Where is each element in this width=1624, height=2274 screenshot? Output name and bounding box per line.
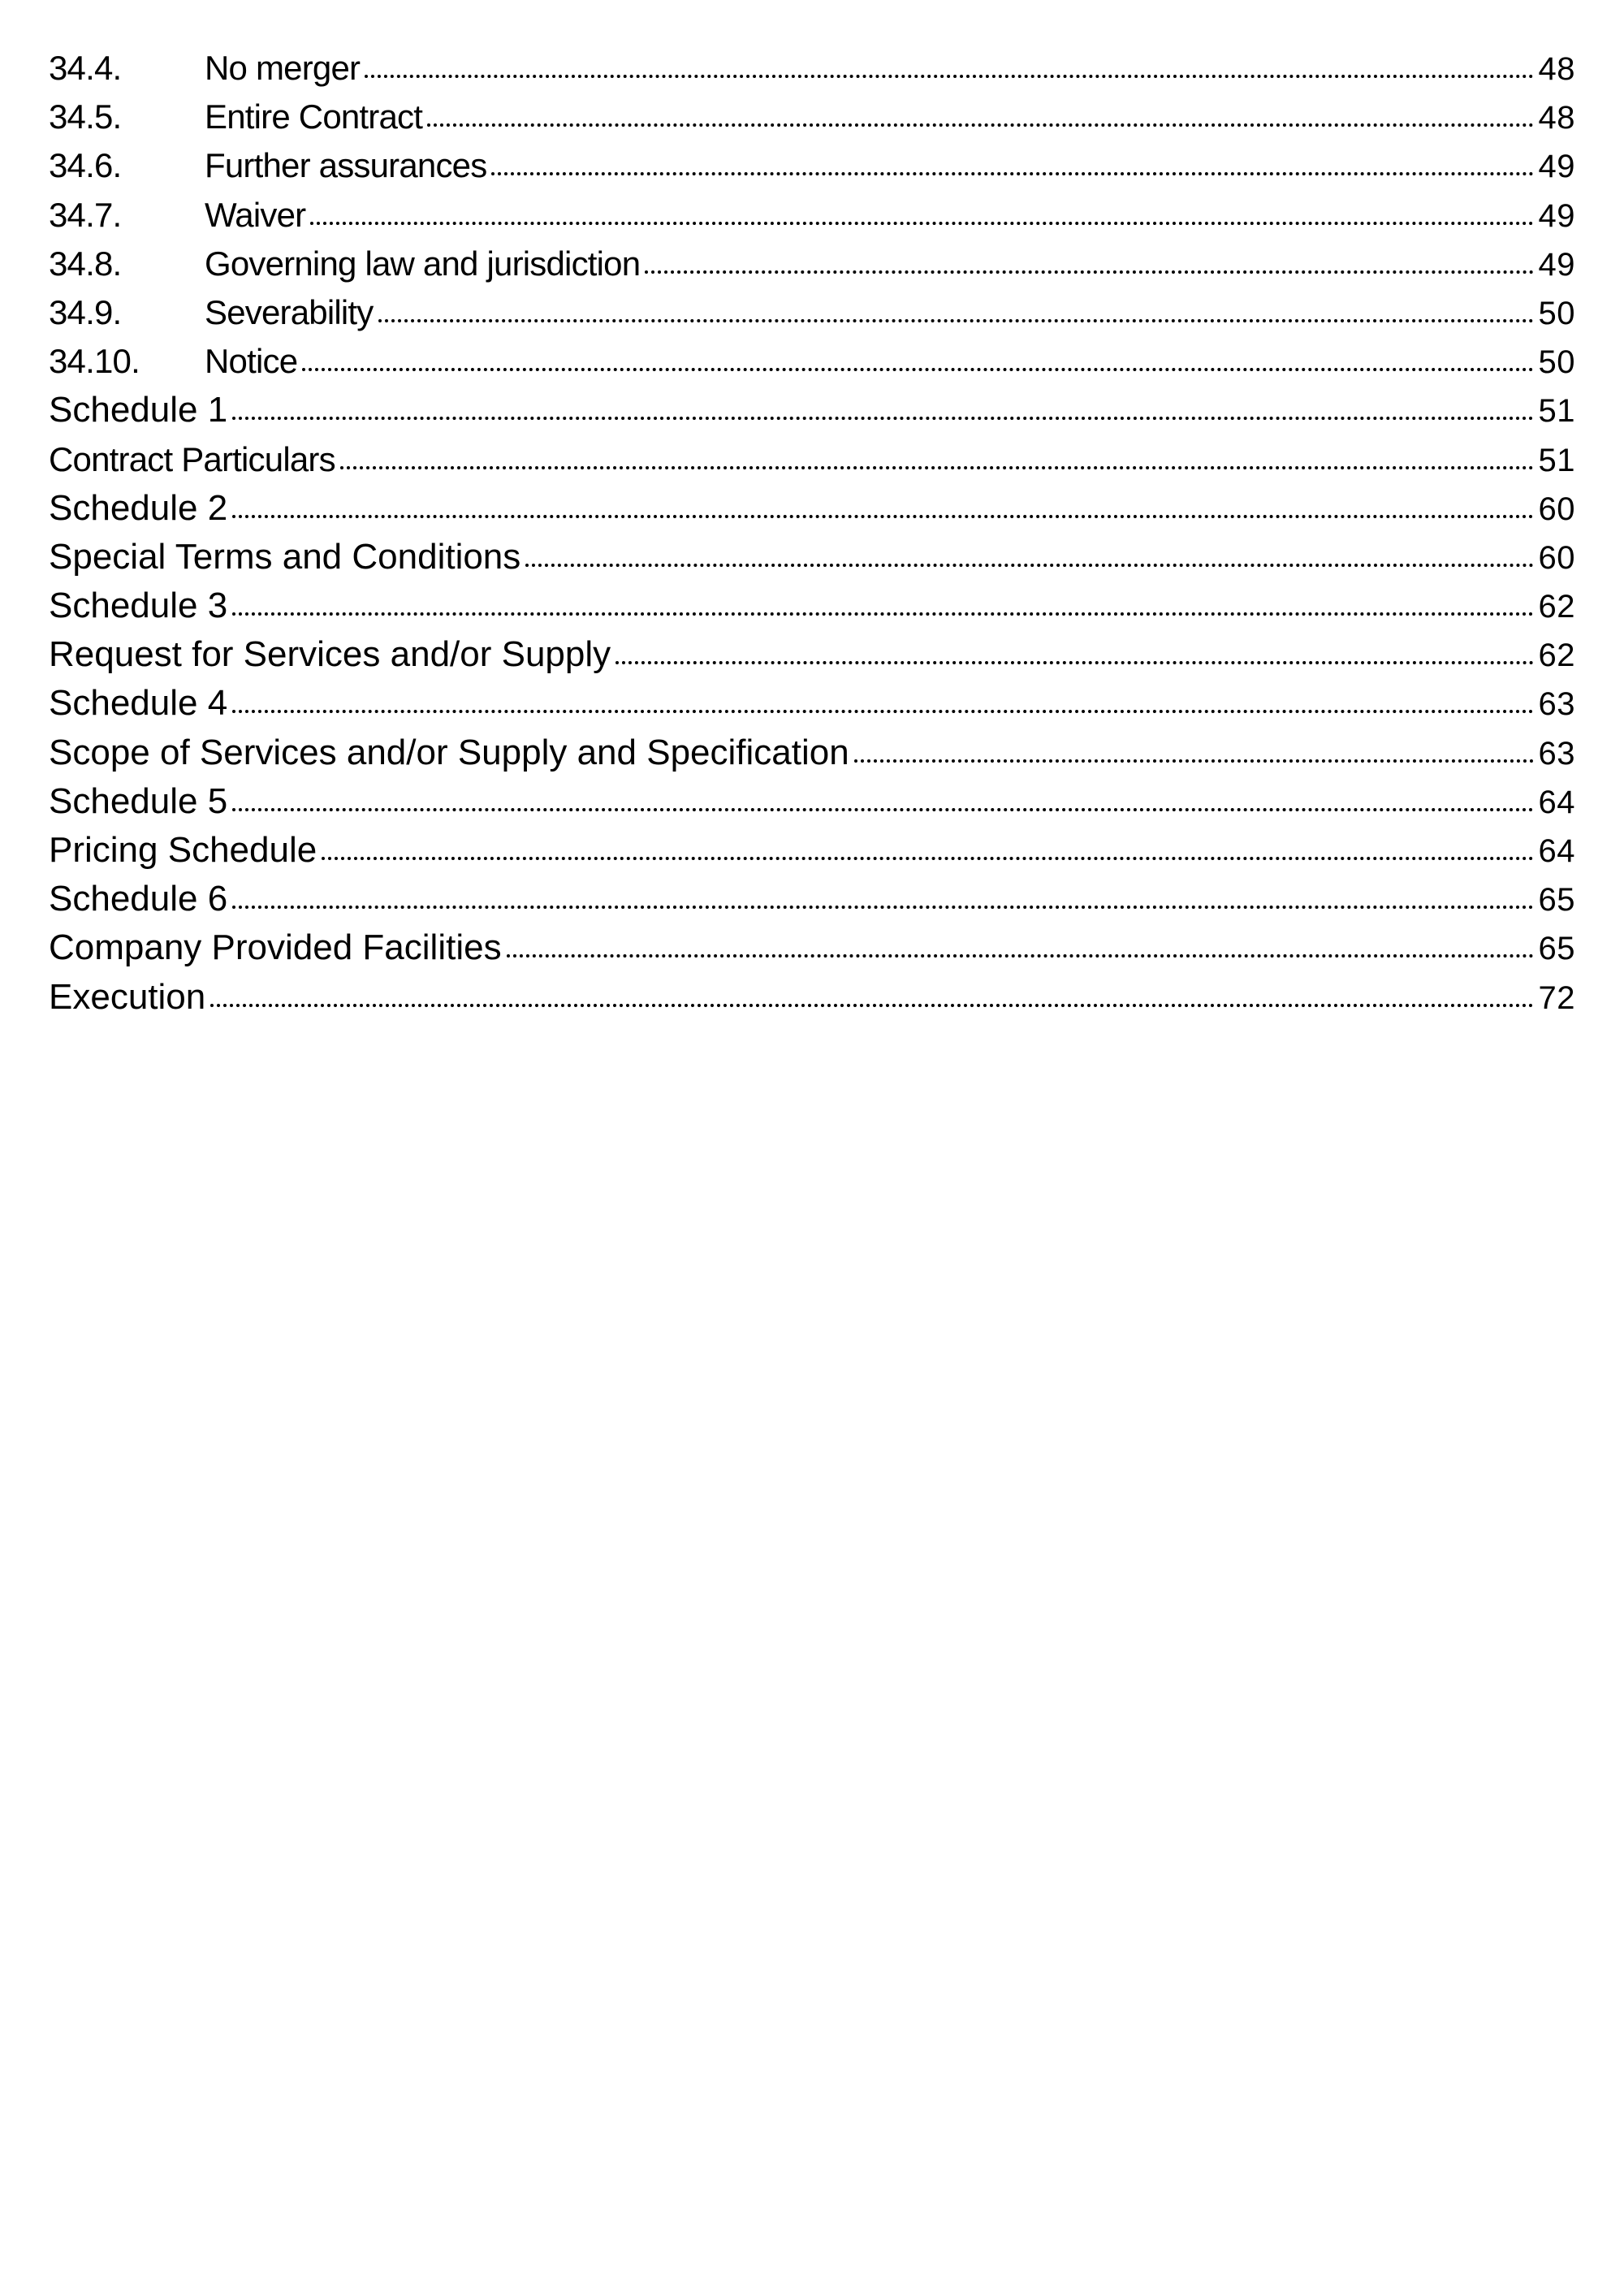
toc-entry-number: 34.4. [49, 49, 122, 87]
dot-leader [507, 954, 1534, 958]
dot-leader [645, 270, 1533, 274]
toc-entry-title: Schedule 5 [49, 780, 228, 821]
dot-leader [340, 466, 1534, 469]
toc-entry-page: 64 [1538, 784, 1575, 820]
toc-entry-page: 51 [1538, 393, 1575, 430]
dot-leader [525, 564, 1533, 567]
toc-entry-page: 51 [1538, 442, 1575, 478]
toc-entry-page: 65 [1538, 882, 1575, 919]
dot-leader [615, 661, 1533, 664]
toc-entry[interactable] [49, 240, 1575, 288]
toc-entry[interactable] [49, 777, 1575, 826]
toc-entry[interactable] [49, 875, 1575, 923]
toc-entry[interactable] [49, 191, 1575, 240]
toc-entry-page: 48 [1538, 51, 1575, 87]
toc-entry-title: Severability [205, 292, 374, 331]
dot-leader [232, 515, 1533, 518]
toc-entry-title: Waiver [205, 195, 306, 234]
toc-entry-title: Schedule 1 [49, 390, 228, 430]
toc-entry-page: 60 [1538, 539, 1575, 576]
toc-entry-page: 65 [1538, 931, 1575, 967]
dot-leader [232, 612, 1533, 616]
toc-entry[interactable] [49, 484, 1575, 533]
toc-entry-page: 63 [1538, 735, 1575, 772]
toc-entry-number: 34.10. [49, 342, 140, 381]
toc-entry-number: 34.7. [49, 195, 122, 234]
dot-leader [310, 222, 1533, 225]
toc-entry-title: Request for Services and/or Supply [49, 634, 611, 675]
toc-entry[interactable] [49, 973, 1575, 1022]
toc-entry-page: 48 [1538, 100, 1575, 136]
toc-entry[interactable] [49, 93, 1575, 141]
toc-entry[interactable] [49, 533, 1575, 581]
toc-entry-page: 63 [1538, 686, 1575, 723]
toc-entry-page: 60 [1538, 491, 1575, 527]
toc-entry-number: 34.8. [49, 244, 122, 283]
toc-entry[interactable] [49, 581, 1575, 630]
dot-leader [232, 808, 1533, 811]
toc-entry-page: 72 [1538, 979, 1575, 1016]
toc-entry-title: Special Terms and Conditions [49, 536, 521, 577]
toc-entry[interactable] [49, 435, 1575, 484]
toc-entry-title: Schedule 3 [49, 586, 228, 626]
toc-entry-title: Scope of Services and/or Supply and Specification [49, 732, 849, 772]
dot-leader [854, 759, 1534, 763]
toc-entry-title: Contract Particulars [49, 439, 335, 478]
toc-entry-title: Company Provided Facilities [49, 927, 502, 968]
toc-entry-page: 49 [1538, 149, 1575, 185]
toc-entry-title: Pricing Schedule [49, 830, 317, 870]
dot-leader [378, 319, 1534, 322]
toc-entry[interactable] [49, 630, 1575, 679]
toc-entry-title: Schedule 2 [49, 487, 228, 528]
toc-entry[interactable] [49, 288, 1575, 337]
toc-entry-title: No merger [205, 49, 361, 87]
toc-entry[interactable] [49, 728, 1575, 777]
dot-leader [427, 123, 1533, 127]
dot-leader [232, 906, 1533, 909]
toc-entry-number: 34.6. [49, 146, 122, 185]
toc-entry-title: Governing law and jurisdiction [205, 244, 641, 283]
toc-entry[interactable] [49, 826, 1575, 875]
toc-entry-page: 49 [1538, 197, 1575, 234]
table-of-contents [49, 44, 1575, 1022]
toc-entry[interactable] [49, 44, 1575, 93]
toc-entry-title: Execution [49, 976, 206, 1017]
toc-entry-title: Entire Contract [205, 97, 423, 136]
toc-entry-page: 49 [1538, 246, 1575, 283]
toc-entry-page: 64 [1538, 833, 1575, 869]
dot-leader [210, 1004, 1533, 1007]
toc-entry[interactable] [49, 386, 1575, 434]
toc-entry-title: Further assurances [205, 146, 487, 185]
dot-leader [302, 368, 1533, 371]
toc-entry-number: 34.5. [49, 97, 122, 136]
toc-entry-page: 62 [1538, 638, 1575, 674]
toc-entry-title: Schedule 4 [49, 683, 228, 724]
toc-entry[interactable] [49, 337, 1575, 386]
toc-entry[interactable] [49, 923, 1575, 972]
toc-entry[interactable] [49, 141, 1575, 190]
toc-entry-title: Notice [205, 342, 298, 381]
dot-leader [365, 75, 1533, 78]
toc-entry-page: 62 [1538, 589, 1575, 625]
dot-leader [491, 172, 1533, 175]
dot-leader [232, 417, 1533, 420]
dot-leader [232, 710, 1533, 713]
toc-entry-page: 50 [1538, 344, 1575, 381]
toc-entry-title: Schedule 6 [49, 879, 228, 919]
toc-entry-page: 50 [1538, 295, 1575, 331]
toc-entry[interactable] [49, 679, 1575, 728]
toc-entry-number: 34.9. [49, 292, 122, 331]
dot-leader [322, 857, 1533, 860]
